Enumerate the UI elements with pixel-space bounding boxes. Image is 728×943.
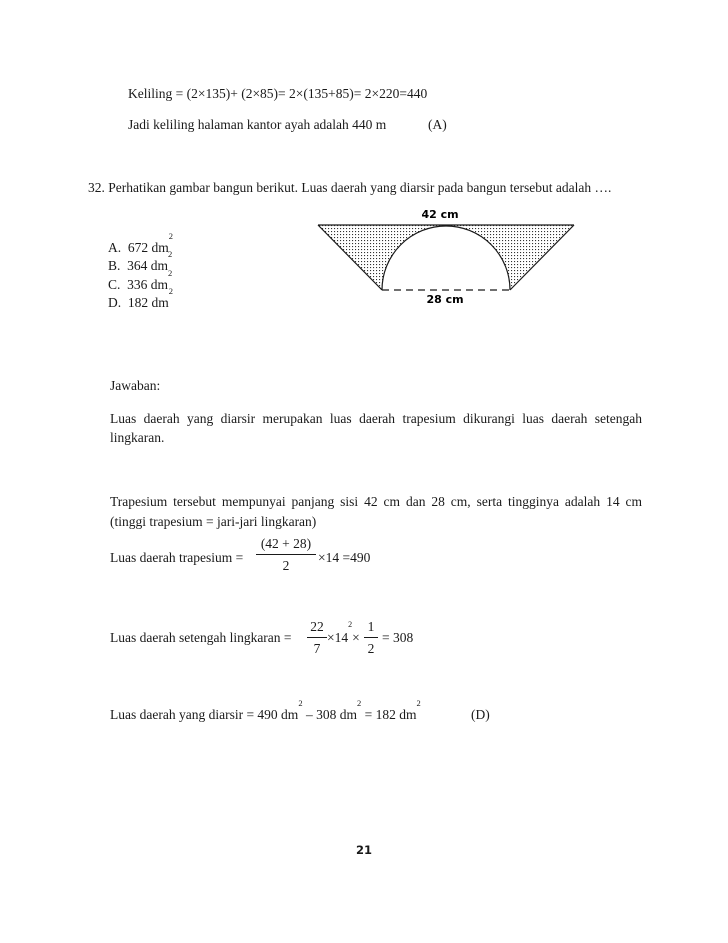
exponent: 2 bbox=[348, 620, 353, 629]
final-answer: (D) bbox=[471, 707, 490, 722]
final-part-2: – 308 dm bbox=[302, 707, 357, 722]
trapezoid-paragraph: Trapesium tersebut mempunyai panjang sisi 42 cm dan 28 cm, serta tingginya adalah 14 cm (tinggi trapesium = jari-jari lingkaran) bbox=[110, 494, 642, 529]
option-c bbox=[108, 268, 173, 293]
option-letter: C. bbox=[108, 277, 121, 292]
final-part-3: = 182 dm bbox=[361, 707, 417, 722]
option-value: 364 dm bbox=[127, 258, 169, 273]
fraction-numerator: (42 + 28) bbox=[256, 537, 316, 555]
page-number: 21 bbox=[356, 843, 373, 857]
top-length-label: 42 cm bbox=[421, 208, 459, 221]
option-value: 672 dm bbox=[127, 240, 169, 255]
option-letter: D. bbox=[108, 295, 122, 310]
final-part-1: Luas daerah yang diarsir = 490 dm bbox=[110, 707, 299, 722]
option-letter: B. bbox=[108, 258, 121, 273]
prev-answer: (A) bbox=[428, 117, 447, 132]
option-value: 336 dm bbox=[127, 277, 169, 292]
fraction-numerator: 1 bbox=[364, 620, 378, 638]
radius-squared bbox=[327, 620, 360, 646]
option-value: 182 dm bbox=[127, 295, 169, 310]
semicircle-area-label: Luas daerah setengah lingkaran = bbox=[110, 630, 292, 645]
trapezoid-figure bbox=[300, 200, 590, 310]
fraction-denominator: 7 bbox=[313, 640, 321, 656]
semicircle-area-result: = 308 bbox=[382, 630, 414, 645]
trapezoid-area-result: ×14 =490 bbox=[318, 550, 371, 565]
keliling-line: Keliling = (2×135)+ (2×85)= 2×(135+85)= 2×220=440 bbox=[128, 86, 428, 101]
trapezoid-area-label: Luas daerah trapesium = bbox=[110, 550, 244, 565]
fraction-denominator: 2 bbox=[282, 557, 290, 573]
trapezoid-fraction bbox=[256, 537, 316, 572]
radius-term: ×14 bbox=[327, 630, 349, 645]
exponent: 2 bbox=[356, 698, 362, 708]
option-sup: 2 bbox=[168, 231, 174, 241]
exponent: 2 bbox=[298, 698, 303, 708]
half-fraction bbox=[364, 620, 378, 655]
option-sup: 2 bbox=[168, 286, 174, 296]
option-a bbox=[108, 231, 174, 256]
fraction-denominator: 2 bbox=[367, 640, 375, 656]
option-sup: 2 bbox=[168, 268, 173, 278]
final-result bbox=[110, 698, 421, 723]
option-b bbox=[108, 249, 173, 274]
exponent: 2 bbox=[416, 698, 421, 708]
times-sign: × bbox=[352, 630, 360, 645]
explanation-paragraph: Luas daerah yang diarsir merupakan luas daerah trapesium dikurangi luas daerah setengah lingkaran. bbox=[110, 411, 642, 445]
option-sup: 2 bbox=[168, 249, 173, 259]
option-d bbox=[108, 286, 174, 311]
fraction-numerator: 22 bbox=[307, 620, 327, 638]
conclusion-line: Jadi keliling halaman kantor ayah adalah 440 m bbox=[128, 117, 387, 132]
question-text: 32. Perhatikan gambar bangun berikut. Luas daerah yang diarsir pada bangun tersebut adalah …. bbox=[88, 180, 612, 195]
bottom-length-label: 28 cm bbox=[426, 293, 464, 306]
option-letter: A. bbox=[108, 240, 122, 255]
pi-fraction bbox=[307, 620, 327, 655]
answer-heading: Jawaban: bbox=[110, 378, 161, 393]
